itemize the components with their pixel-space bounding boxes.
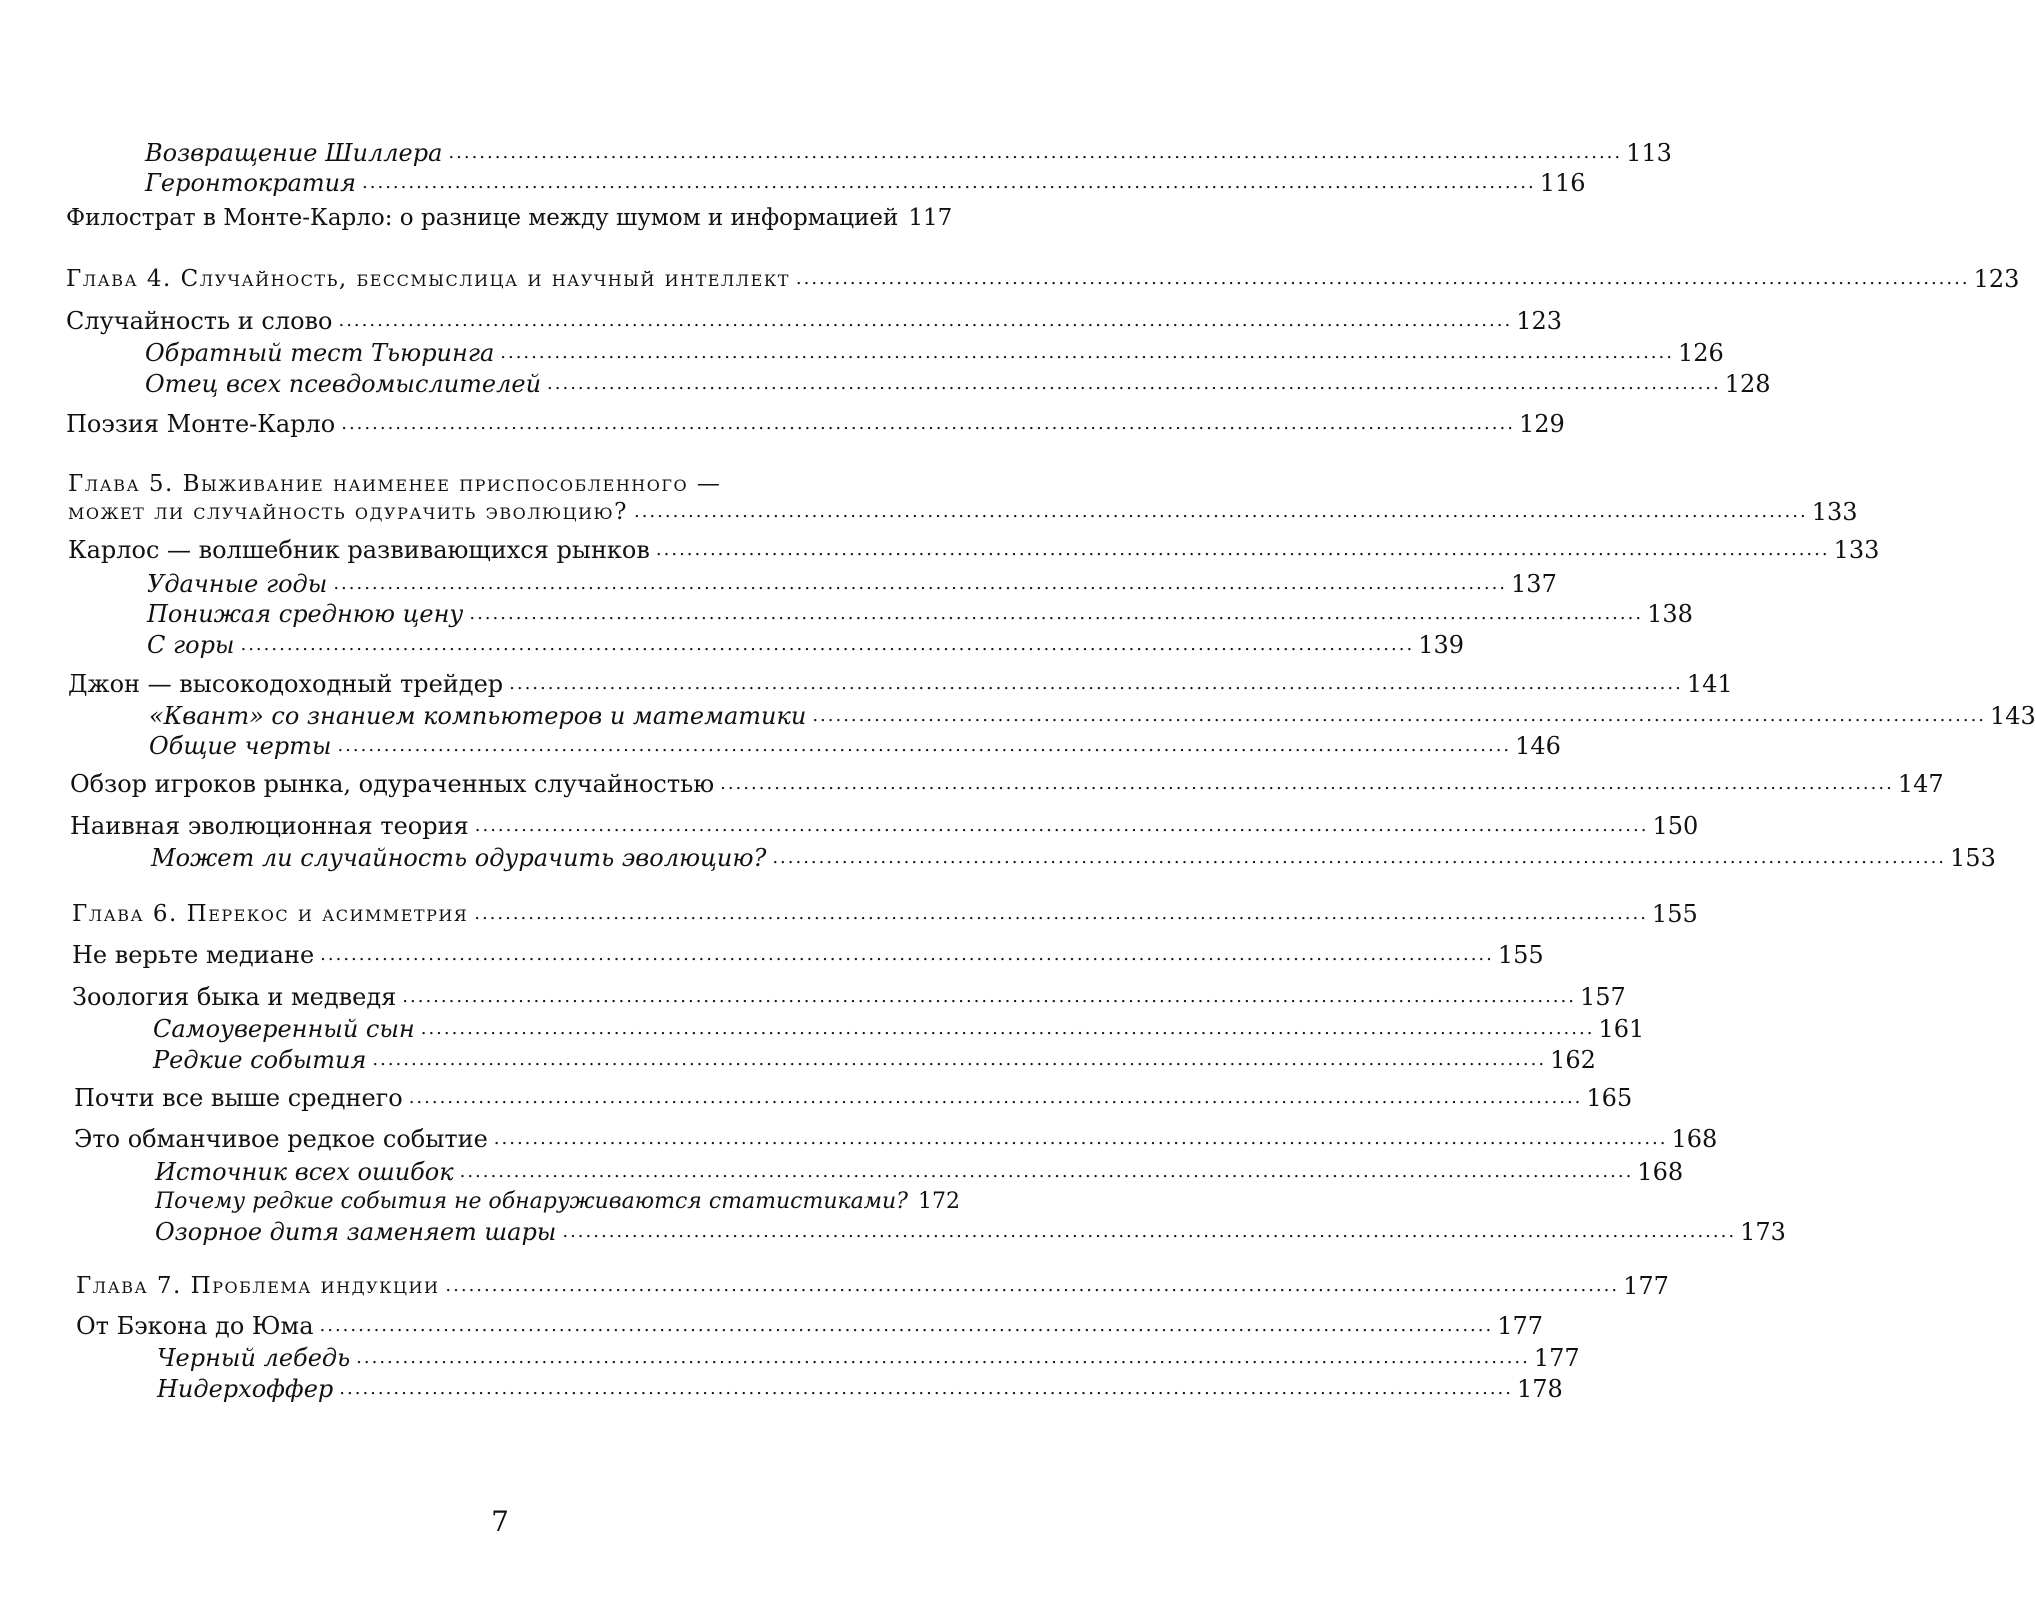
toc-entry-title: Может ли случайность одурачить эволюцию? [151, 844, 767, 872]
toc-entry-page: 147 [1897, 770, 1944, 798]
dot-leader: ........................................................................................................................................................ [795, 268, 1970, 289]
dot-leader: ........................................................................................................................................................ [445, 1275, 1620, 1296]
toc-entry-title: Озорное дитя заменяет шары [155, 1218, 557, 1246]
dot-leader: ........................................................................................................................................................ [633, 501, 1808, 522]
toc-entry [147, 599, 1693, 629]
dot-leader: ........................................................................................................................................................ [448, 142, 1623, 163]
dot-leader: ........................................................................................................................................................ [319, 1315, 1494, 1336]
toc-entry [145, 369, 1771, 399]
toc-entry [145, 168, 1586, 198]
dot-leader: ........................................................................................................................................................ [408, 1087, 1583, 1108]
dot-leader: ........................................................................................................................................................ [337, 735, 1512, 756]
toc-entry [151, 843, 1996, 873]
toc-entry-page: 146 [1515, 732, 1561, 760]
dot-leader: ........................................................................................................................................................ [500, 342, 1674, 363]
toc-entry [155, 1157, 1684, 1187]
toc-entry-page: 172 [917, 1189, 960, 1214]
toc-entry [157, 1374, 1563, 1404]
toc-entry-page: 155 [1651, 900, 1698, 928]
toc-entry-page: 177 [1623, 1272, 1669, 1300]
toc-entry [66, 306, 1562, 336]
dot-leader: ........................................................................................................................................................ [320, 944, 1494, 965]
toc-entry-title: Возвращение Шиллера [145, 139, 443, 167]
toc-entry-title: Обратный тест Тьюринга [145, 339, 495, 367]
dot-leader: ........................................................................................................................................................ [356, 1347, 1530, 1368]
toc-entry-title: Не верьте медиане [72, 941, 315, 969]
toc-entry [153, 1045, 1596, 1075]
toc-entry-title: Глава 7. Проблема индукции [76, 1273, 440, 1299]
toc-entry [145, 338, 1724, 368]
toc-entry-title: Филострат в Монте-Карло: о разнице между шумом и информацией [66, 205, 899, 231]
toc-entry-page: 143 [1990, 702, 2036, 730]
dot-leader: ........................................................................................................................................................ [812, 705, 1987, 726]
dot-leader: ........................................................................................................................................................ [509, 673, 1683, 694]
toc-entry-page: 165 [1586, 1084, 1633, 1112]
toc-entry-page: 155 [1497, 941, 1544, 969]
page-number: 7 [491, 1505, 509, 1538]
toc-entry-page: 141 [1686, 670, 1733, 698]
toc-chapter [72, 899, 1698, 929]
toc-entry-page: 126 [1677, 339, 1724, 367]
toc-entry [66, 409, 1565, 439]
dot-leader: ........................................................................................................................................................ [493, 1128, 1668, 1149]
toc-entry-title: Общие черты [149, 732, 332, 760]
toc-entry-title: может ли случайность одурачить эволюцию? [68, 499, 628, 525]
toc-entry-page: 161 [1598, 1015, 1645, 1043]
toc-entry-title: Зоология быка и медведя [72, 983, 397, 1011]
dot-leader: ........................................................................................................................................................ [362, 172, 1536, 193]
toc-entry-page: 123 [1516, 307, 1562, 335]
dot-leader: ........................................................................................................................................................ [562, 1221, 1737, 1242]
toc-entry-page: 150 [1652, 812, 1699, 840]
toc-entry [72, 940, 1544, 970]
toc-entry-page: 137 [1511, 570, 1557, 598]
dot-leader: ........................................................................................................................................................ [372, 1049, 1547, 1070]
dot-leader: ........................................................................................................................................................ [420, 1018, 1595, 1039]
toc-entry-title: Случайность и слово [66, 307, 333, 335]
toc-chapter [76, 1271, 1669, 1301]
toc-entry-title: Понижая среднюю цену [147, 600, 464, 628]
toc-entry [149, 731, 1561, 761]
dot-leader: ........................................................................................................................................................ [240, 634, 1415, 655]
toc-entry-page: 128 [1724, 370, 1771, 398]
dot-leader: ........................................................................................................................................................ [339, 1378, 1513, 1399]
dot-leader: ........................................................................................................................................................ [547, 373, 1721, 394]
toc-entry-page: 133 [1833, 536, 1880, 564]
toc-entry [147, 630, 1464, 660]
toc-chapter-heading: Глава 5. Выживание наименее приспособленного — [68, 471, 722, 497]
toc-entry [155, 1217, 1786, 1247]
toc-entry-title: Почему редкие события не обнаруживаются статистиками? [155, 1189, 908, 1214]
toc-entry-title: «Квант» со знанием компьютеров и математики [149, 702, 807, 730]
dot-leader: ........................................................................................................................................................ [338, 310, 1513, 331]
toc-entry [72, 982, 1626, 1012]
toc-entry [147, 569, 1557, 599]
toc-entry-title: От Бэкона до Юма [76, 1312, 314, 1340]
toc-entry-page: 177 [1533, 1344, 1580, 1372]
toc-entry-title: Удачные годы [147, 570, 328, 598]
toc-entry-title: Это обманчивое редкое событие [74, 1125, 488, 1153]
toc-entry [70, 811, 1699, 841]
toc-entry-title: Глава 6. Перекос и асимметрия [72, 901, 469, 927]
toc-entry-title: Джон — высокодоходный трейдер [68, 670, 504, 698]
toc-entry-page: 157 [1579, 983, 1626, 1011]
toc-entry-title: Обзор игроков рынка, одураченных случайностью [70, 770, 715, 798]
dot-leader: ........................................................................................................................................................ [402, 986, 1576, 1007]
toc-entry [157, 1343, 1580, 1373]
toc-entry-page: 123 [1973, 265, 2020, 293]
toc-chapter [68, 497, 1858, 527]
dot-leader: ........................................................................................................................................................ [469, 603, 1644, 624]
toc-entry [74, 1083, 1633, 1113]
toc-entry [145, 138, 1672, 168]
toc-entry-title: Редкие события [153, 1046, 367, 1074]
toc-entry [68, 535, 1880, 565]
toc-entry [66, 203, 953, 233]
toc-entry-page: 117 [908, 205, 953, 231]
toc-entry-title: Нидерхоффер [157, 1375, 334, 1403]
toc-entry-title: Отец всех псевдомыслителей [145, 370, 542, 398]
toc-entry-title: С горы [147, 631, 235, 659]
toc-entry [70, 769, 1944, 799]
toc-entry-page: 178 [1517, 1375, 1563, 1403]
toc-entry-title: Самоуверенный сын [153, 1015, 415, 1043]
toc-entry-page: 129 [1518, 410, 1565, 438]
toc-entry [155, 1187, 960, 1217]
toc-entry-title: Наивная эволюционная теория [70, 812, 469, 840]
dot-leader: ........................................................................................................................................................ [474, 815, 1649, 836]
toc-entry-title: Почти все выше среднего [74, 1084, 403, 1112]
toc-entry [68, 669, 1733, 699]
dot-leader: ........................................................................................................................................................ [333, 573, 1508, 594]
toc-entry-title: Геронтократия [145, 169, 357, 197]
toc-entry-page: 153 [1950, 844, 1996, 872]
toc-entry [76, 1311, 1544, 1341]
toc-entry-page: 177 [1497, 1312, 1544, 1340]
dot-leader: ........................................................................................................................................................ [772, 847, 1947, 868]
toc-entry-title: Черный лебедь [157, 1344, 351, 1372]
toc-entry [153, 1014, 1645, 1044]
dot-leader: ........................................................................................................................................................ [474, 903, 1648, 924]
toc-entry-title: Глава 4. Случайность, бессмыслица и научный интеллект [66, 266, 790, 292]
toc-entry [149, 701, 2036, 731]
toc-chapter [66, 264, 2020, 294]
toc-entry-page: 116 [1539, 169, 1586, 197]
dot-leader: ........................................................................................................................................................ [341, 413, 1515, 434]
toc-entry-title: Карлос — волшебник развивающихся рынков [68, 536, 650, 564]
toc-entry [74, 1124, 1718, 1154]
toc-entry-page: 168 [1637, 1158, 1684, 1186]
toc-entry-page: 138 [1647, 600, 1693, 628]
toc-entry-page: 173 [1740, 1218, 1786, 1246]
dot-leader: ........................................................................................................................................................ [459, 1161, 1634, 1182]
dot-leader: ........................................................................................................................................................ [720, 773, 1894, 794]
toc-entry-page: 139 [1418, 631, 1464, 659]
toc-entry-title: Источник всех ошибок [155, 1158, 454, 1186]
toc-entry-page: 162 [1550, 1046, 1596, 1074]
toc-entry-page: 133 [1811, 498, 1858, 526]
dot-leader: ........................................................................................................................................................ [655, 539, 1830, 560]
toc-entry-page: 113 [1626, 139, 1672, 167]
toc-entry-page: 168 [1671, 1125, 1718, 1153]
toc-entry-title: Поэзия Монте-Карло [66, 410, 336, 438]
